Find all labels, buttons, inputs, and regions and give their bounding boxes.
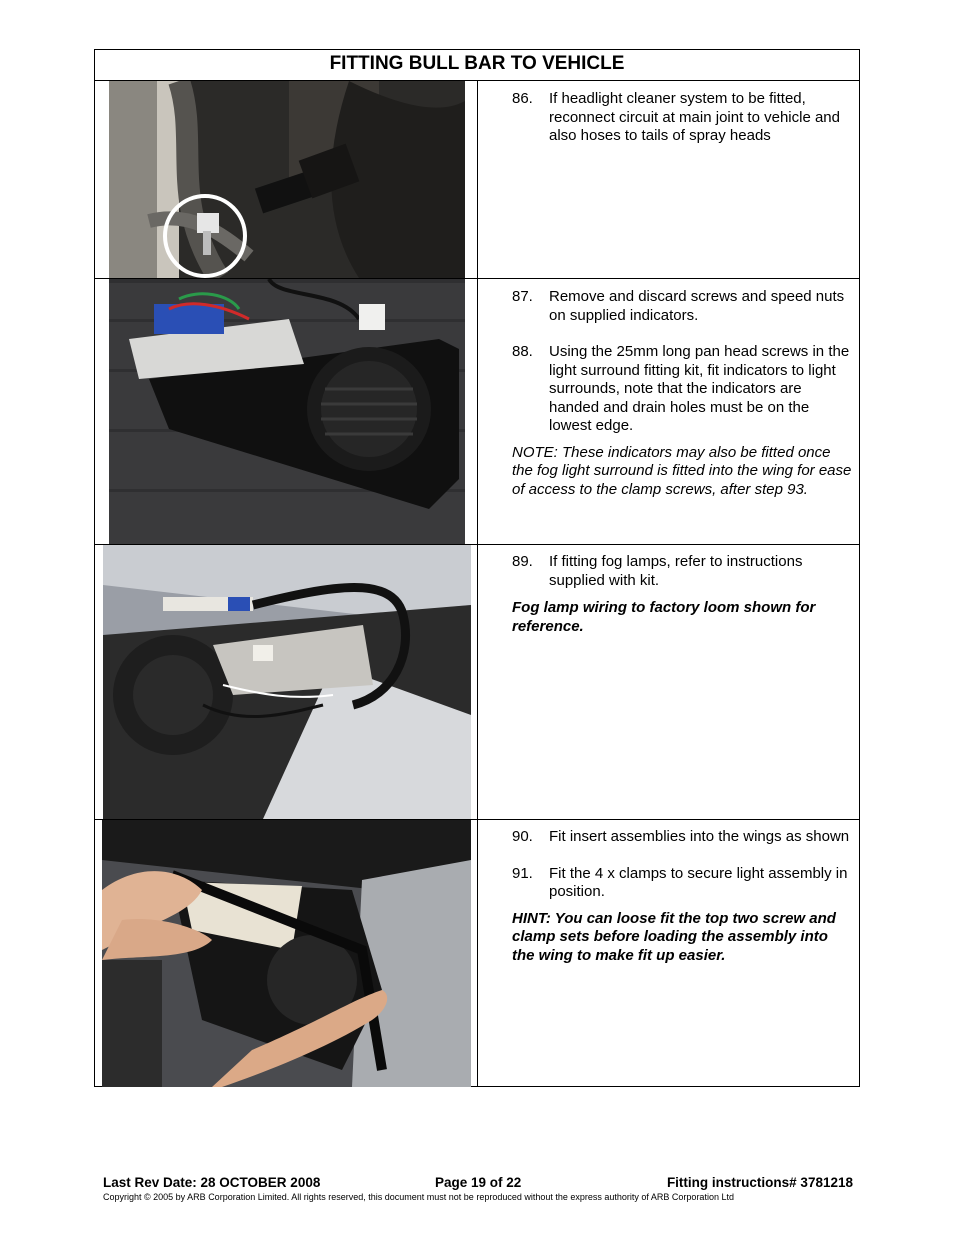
step-number: 87. [512,288,533,305]
step-number: 88. [512,343,533,360]
step-88 [512,343,852,436]
step-text: Fit the 4 x clamps to secure light assembly in position. [549,864,848,900]
step-87 [512,288,852,325]
instruction-table [94,49,860,1087]
hint-text: HINT: You can loose fit the top two screw and clamp sets before loading the assembly into the wing to make fit up easier. [512,909,836,964]
step-91 [512,865,852,902]
step-86 [512,90,852,146]
step-number: 89. [512,553,533,570]
note-text: Fog lamp wiring to factory loom shown for reference. [512,599,816,635]
step-90 [512,828,852,847]
column-divider [477,80,478,1087]
footer-rev-date: Last Rev Date: 28 OCTOBER 2008 [103,1175,321,1190]
step-number: 86. [512,90,533,107]
step-cell-90-91 [512,828,852,965]
footer-page-number: Page 19 of 22 [435,1175,522,1190]
step-text: Fit insert assemblies into the wings as shown [549,828,850,845]
photo-fog-lamp-wiring [103,545,471,819]
step-89 [512,553,852,590]
step-number: 90. [512,828,533,845]
page-footer [103,1175,855,1203]
step-number: 91. [512,864,533,882]
step-text: If fitting fog lamps, refer to instructions supplied with kit. [549,553,803,589]
photo-insert-assembly-fitting [102,820,471,1087]
step-text: Using the 25mm long pan head screws in the light surround fitting kit, fit indicators to light surrounds, note that the indicators are handed and drain holes must be on the lowest edge. [549,343,850,434]
photo-headlight-cleaner-connector [109,81,465,278]
note-text: NOTE: These indicators may also be fitted once the fog light surround is fitted into the wing for ease of access to the clamp screws, after step 93. [512,443,852,498]
step-cell-86 [512,90,852,164]
step-cell-87-88 [512,288,852,499]
photo-indicator-surround [109,279,465,544]
step-cell-89 [512,553,852,636]
step-text: If headlight cleaner system to be fitted, reconnect circuit at main joint to vehicle and also hoses to tails of spray heads [549,90,840,144]
step-text: Remove and discard screws and speed nuts on supplied indicators. [549,288,845,324]
footer-copyright: Copyright © 2005 by ARB Corporation Limited. All rights reserved, this document must not be reproduced without the express authority of ARB Corporation Ltd [103,1192,734,1202]
page-title: FITTING BULL BAR TO VEHICLE [95,50,859,81]
footer-fitting-number: Fitting instructions# 3781218 [666,1175,853,1190]
